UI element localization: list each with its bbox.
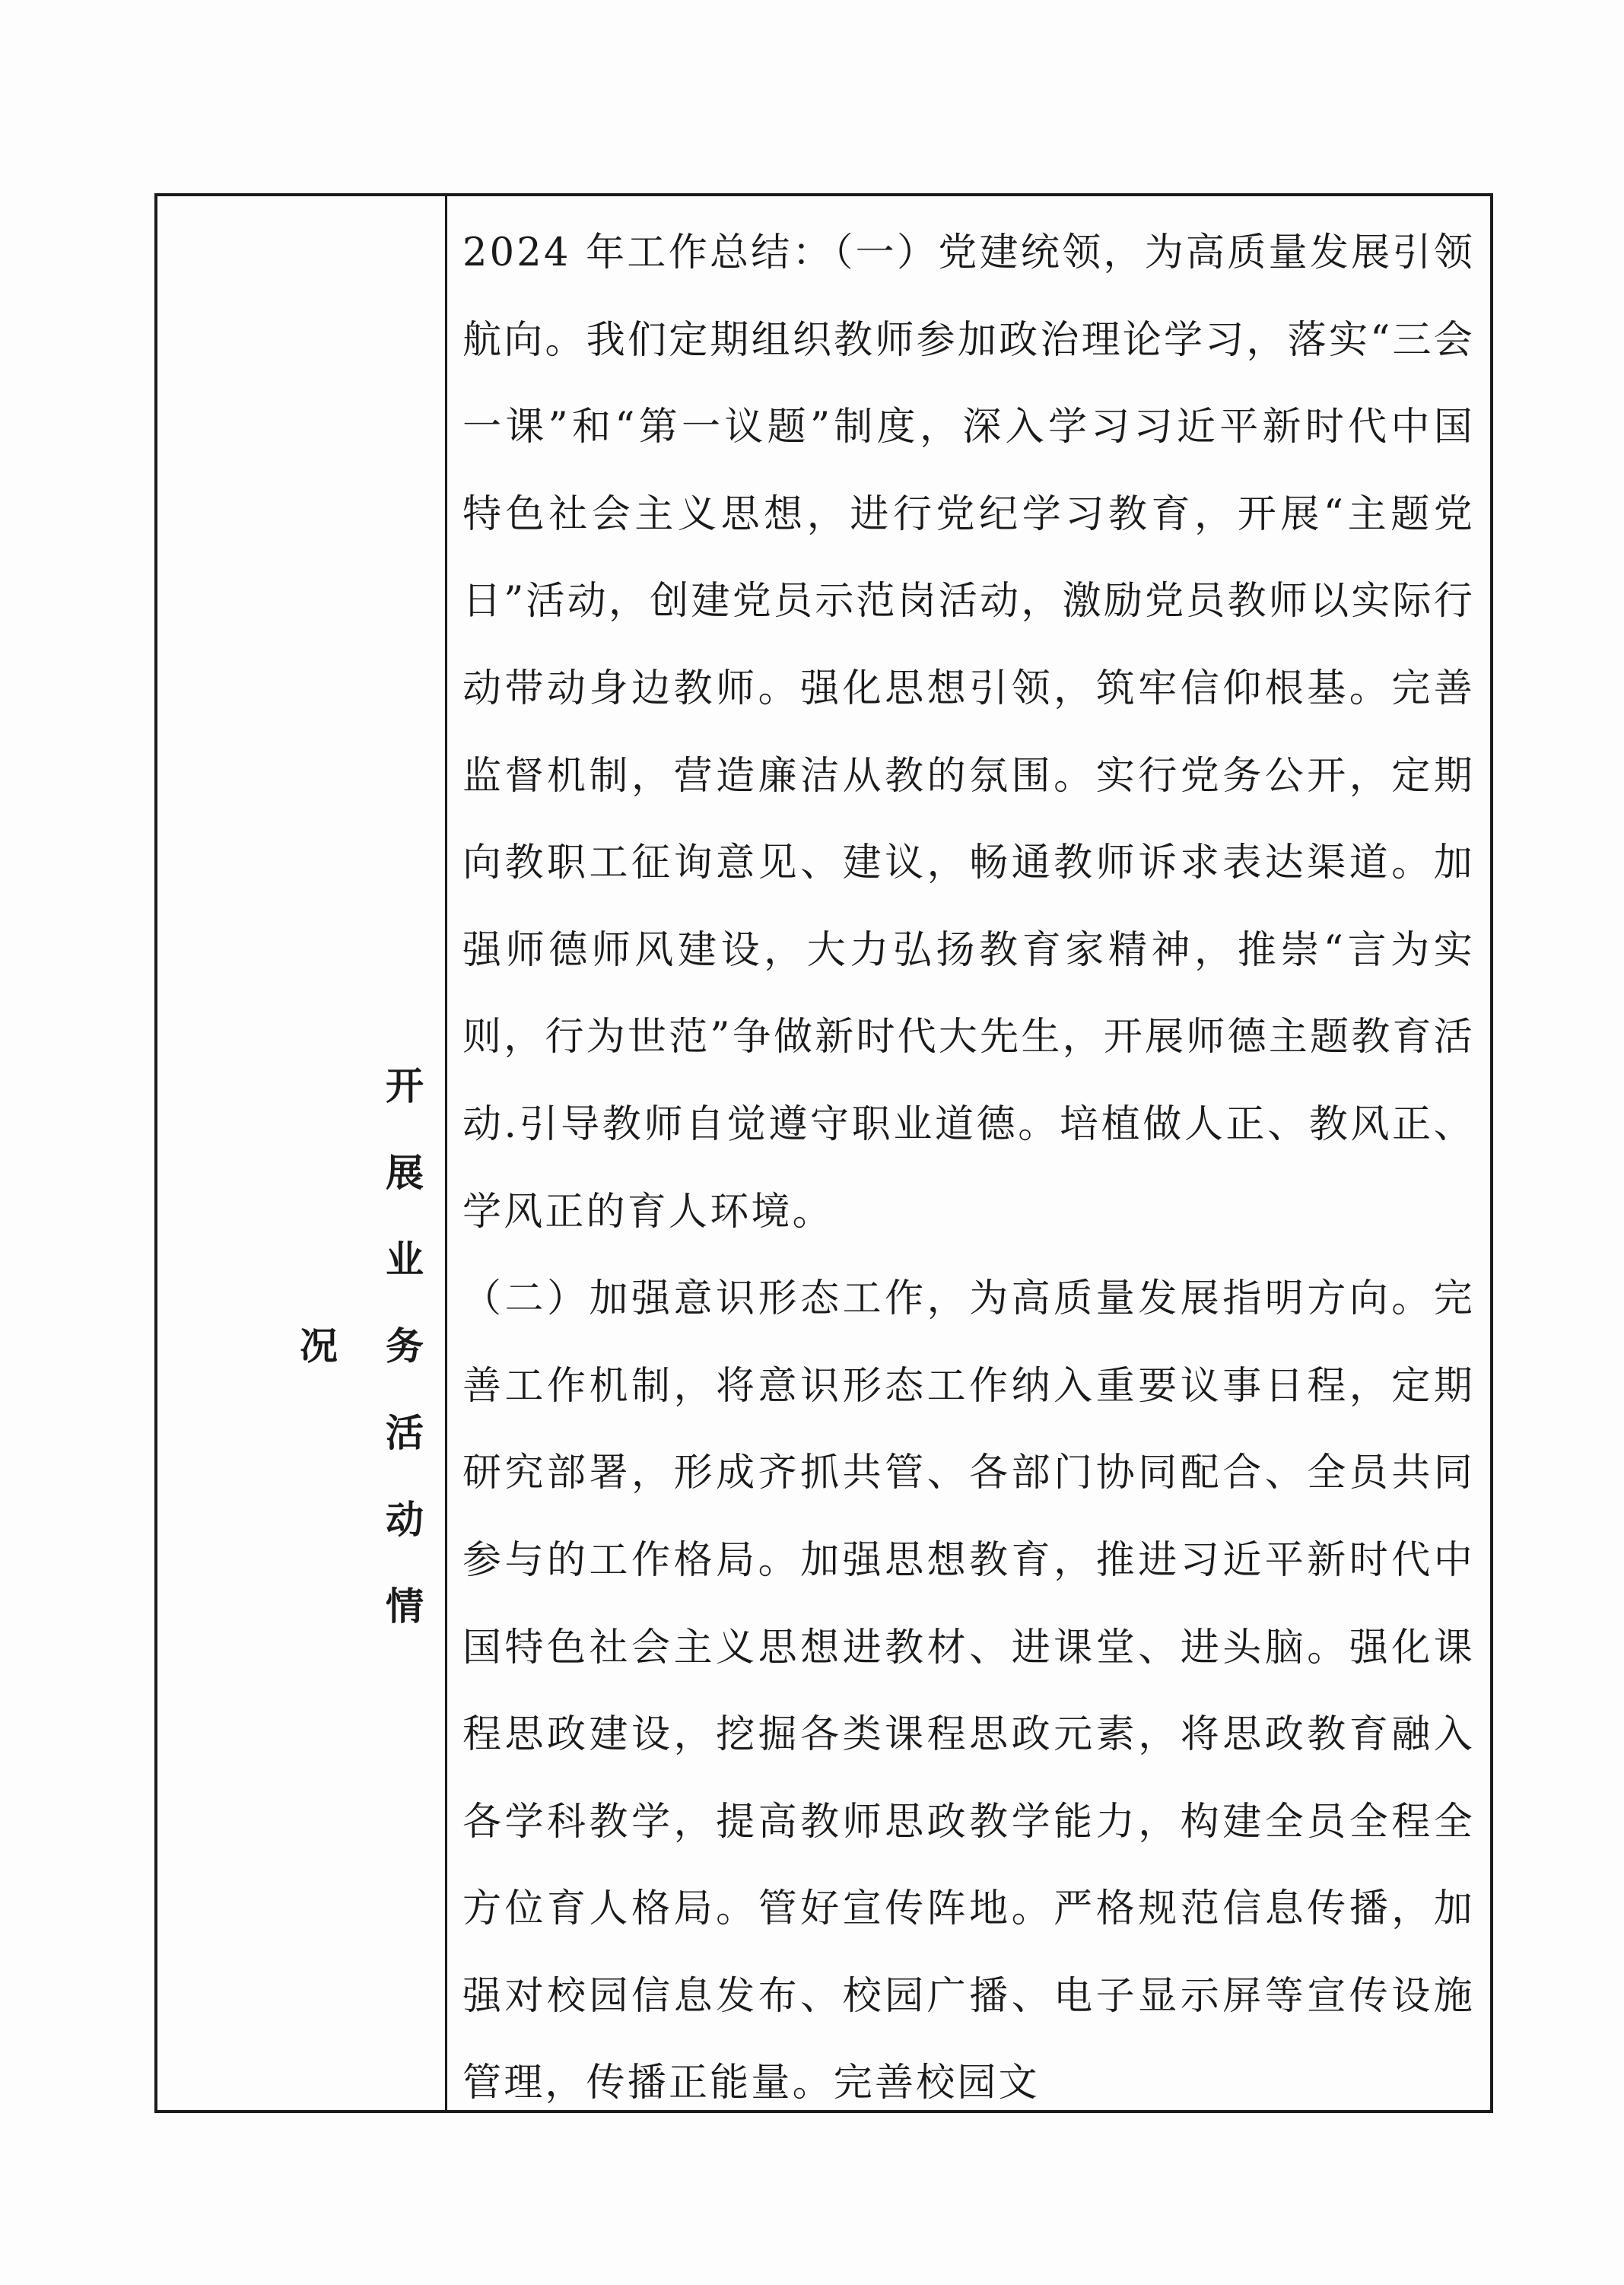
- row-label: 开展业务活动情况: [294, 1066, 424, 1673]
- form-table: [154, 193, 1493, 2113]
- summary-paragraph-2: （二）加强意识形态工作，为高质量发展指明方向。完善工作机制，将意识形态工作纳入重要议事日程，定期研究部署，形成齐抓共管、各部门协同配合、全员共同参与的工作格局。加强思想教育，推进习近平新时代中国特色社会主义思想进教材、进课堂、进头脑。强化课程思政建设，挖掘各类课程思政元素，将思政教育融入各学科教学，提高教师思政教学能力，构建全员全程全方位育人格局。管好宣传阵地。严格规范信息传播，加强对校园信息发布、校园广播、电子显示屏等宣传设施管理，传播正能量。完善校园文: [462, 1276, 1475, 2106]
- summary-paragraph-1: 2024 年工作总结：（一）党建统领，为高质量发展引领航向。我们定期组织教师参加政治理论学习，落实“三会一课”和“第一议题”制度，深入学习习近平新时代中国特色社会主义思想，进行党纪学习教育，开展“主题党日”活动，创建党员示范岗活动，激励党员教师以实际行动带动身边教师。强化思想引领，筑牢信仰根基。完善监督机制，营造廉洁从教的氛围。实行党务公开，定期向教职工征询意见、建议，畅通教师诉求表达渠道。加强师德师风建设，大力弘扬教育家精神，推崇“言为实则，行为世范”争做新时代大先生，开展师德主题教育活动.引导教师自觉遵守职业道德。培植做人正、教风正、学风正的育人环境。: [462, 230, 1475, 1235]
- work-summary-text: [462, 210, 1475, 2110]
- row-label-cell: [157, 196, 447, 2110]
- content-cell: [447, 196, 1490, 2110]
